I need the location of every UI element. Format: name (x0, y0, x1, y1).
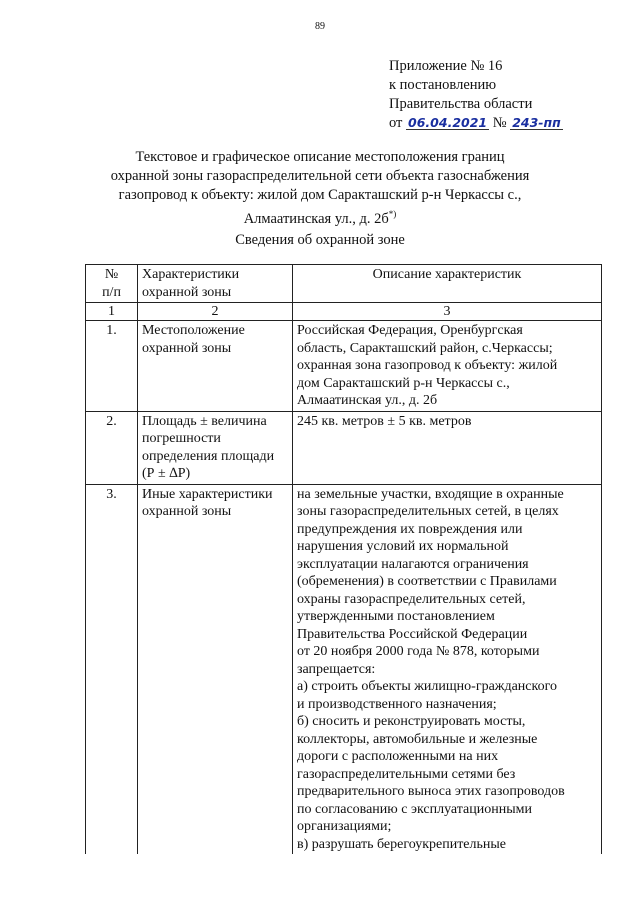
table-row (86, 411, 602, 484)
row-description (293, 484, 602, 854)
cell-line: утвержденными постановлением (297, 609, 495, 624)
header-characteristics (138, 265, 293, 303)
cell-line: область, Саракташский район, с.Черкассы; (297, 340, 553, 356)
cell-line: погрешности (142, 431, 221, 446)
cell-line: определения площади (142, 448, 275, 464)
title-line-3: газопровод к объекту: жилой дом Саракташский р-н Черкассы с., (118, 187, 522, 203)
title-line-4 (100, 205, 540, 229)
cell-line: Правительства Российской Федерации (297, 626, 528, 642)
cell-line: на земельные участки, входящие в охранные (297, 486, 564, 502)
row-description (293, 321, 602, 412)
cell-line: охранной зоны (142, 340, 232, 356)
header-number-line: п/п (102, 284, 121, 300)
cell-line: дом Саракташский р-н Черкассы с., (297, 375, 510, 391)
handwritten-number: 243-пп (512, 115, 561, 130)
cell-line: Площадь ± величина (142, 413, 267, 429)
cell-line: а) строить объекты жилищно-гражданского (297, 679, 557, 694)
table-row (86, 484, 602, 854)
section-subtitle: Сведения об охранной зоне (235, 232, 405, 248)
header-characteristics-line: охранной зоны (142, 284, 232, 300)
cell-line: охранной зоны (142, 504, 232, 519)
cell-line: организациями; (297, 819, 392, 834)
row-description (293, 411, 602, 484)
cell-line: (обременения) в соответствии с Правилами (297, 574, 557, 589)
cell-line: запрещается: (297, 661, 376, 677)
cell-line: по согласованию с эксплуатационными (297, 801, 532, 817)
cell-line: охранная зона газопровод к объекту: жилой (297, 358, 558, 373)
column-number: 1 (86, 303, 138, 321)
cell-line: эксплуатации налагаются ограничения (297, 556, 529, 572)
cell-line: Иные характеристики (142, 486, 273, 502)
cell-line: от 20 ноября 2000 года № 878, которыми (297, 644, 540, 659)
cell-line: в) разрушать берегоукрепительные (297, 836, 507, 852)
column-number: 3 (293, 303, 602, 321)
cell-line: дороги с расположенными на них (297, 749, 499, 764)
cell-line: б) сносить и реконструировать мосты, (297, 714, 526, 729)
title-line-1: Текстовое и графическое описание местоположения границ (135, 149, 505, 165)
cell-line: нарушения условий их нормальной (297, 539, 509, 554)
cell-line: и производственного назначения; (297, 696, 497, 712)
cell-line: зоны газораспределительных сетей, в целях (297, 504, 559, 519)
date-prefix: от (389, 115, 403, 131)
handwritten-date: 06.04.2021 (408, 115, 488, 130)
title-line-2: охранной зоны газораспределительной сети объекта газоснабжения (110, 168, 530, 184)
appendix-line-3: Правительства области (389, 96, 533, 112)
appendix-line-2: к постановлению (389, 77, 497, 93)
row-characteristic (138, 321, 293, 412)
cell-line: 245 кв. метров ± 5 кв. метров (297, 413, 472, 429)
cell-line: коллекторы, автомобильные и железные (297, 731, 538, 747)
appendix-line-1: Приложение № 16 (389, 58, 503, 74)
cell-line: охраны газораспределительных сетей, (297, 591, 526, 607)
cell-line: газораспределительными сетями без (297, 766, 516, 782)
number-prefix: № (492, 115, 507, 131)
row-number: 1. (86, 321, 138, 412)
cell-line: (Р ± ∆Р) (142, 466, 191, 481)
row-number: 3. (86, 484, 138, 854)
cell-line: Местоположение (142, 323, 245, 338)
footnote-mark: *) (388, 209, 397, 219)
appendix-block (389, 57, 563, 133)
header-description (293, 265, 602, 303)
zone-table (85, 264, 602, 854)
appendix-date-line (389, 114, 563, 133)
row-characteristic (138, 484, 293, 854)
row-number: 2. (86, 411, 138, 484)
table-row (86, 321, 602, 412)
table-column-numbers-row (86, 303, 602, 321)
cell-line: Российская Федерация, Оренбургская (297, 323, 523, 338)
cell-line: Алмаатинская ул., д. 2б (297, 393, 438, 408)
page-number: 89 (315, 21, 325, 32)
title-line-4-text: Алмаатинская ул., д. 2б (243, 210, 389, 227)
document-title (100, 148, 540, 229)
table-header-row (86, 265, 602, 303)
header-number (86, 265, 138, 303)
header-number-line: № (104, 267, 119, 282)
header-characteristics-line: Характеристики (142, 267, 240, 282)
header-description-line: Описание характеристик (372, 267, 522, 282)
column-number: 2 (138, 303, 293, 321)
cell-line: предупреждения их повреждения или (297, 521, 523, 537)
row-characteristic (138, 411, 293, 484)
cell-line: предварительного выноса этих газопроводов (297, 784, 565, 799)
